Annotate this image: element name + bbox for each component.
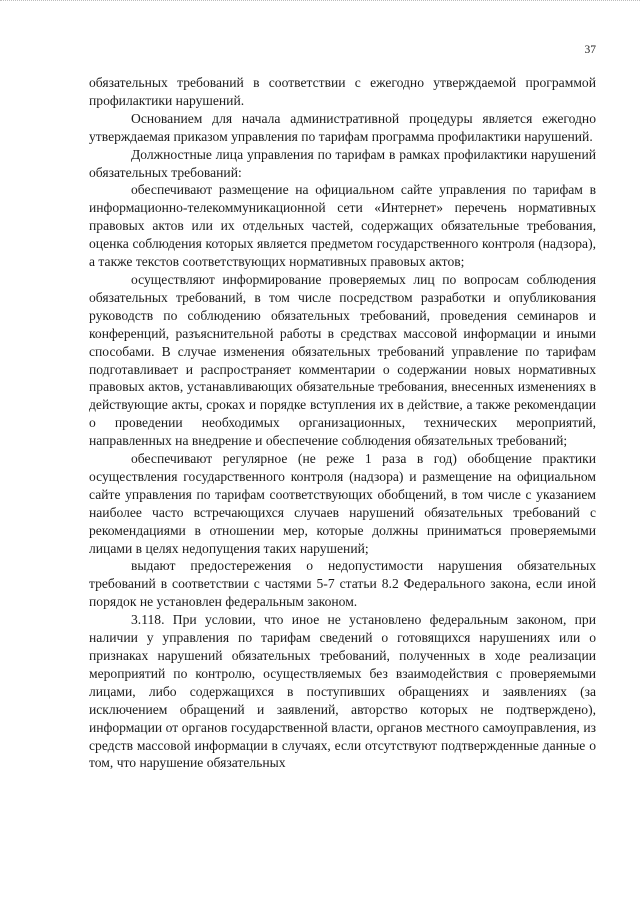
paragraph-officials-intro: Должностные лица управления по тарифам в рамках профилактики нарушений обязательных требований: bbox=[89, 146, 596, 180]
paragraph-warnings: выдают предостережения о недопустимости нарушения обязательных требований в соответствии с частями 5-7 статьи 8.2 Федерального закона, если иной порядок не установлен федеральным законом. bbox=[89, 558, 596, 610]
page-number: 37 bbox=[584, 44, 596, 56]
paragraph-continuation: обязательных требований в соответствии с ежегодно утверждаемой программой профилактики нарушений. bbox=[89, 75, 596, 108]
document-body bbox=[89, 74, 596, 772]
paragraph-practice-summary: обеспечивают регулярное (не реже 1 раза в год) обобщение практики осуществления государственного контроля (надзора) и размещение на официальном сайте управления по тарифам соответствующих обобщений, в том числе с указанием наиболее часто встречающихся случаев нарушений обязательных требований с рекомендациями в отношении мер, которые должны приниматься проверяемыми лицами в целях недопущения таких нарушений; bbox=[89, 451, 596, 556]
paragraph-publish-acts: обеспечивают размещение на официальном сайте управления по тарифам в информационно-телекоммуникационной сети «Интернет» перечень нормативных правовых актов или их отдельных частей, содержащих обязательные требования, оценка соблюдения которых является предметом государственного контроля (надзора), а также текстов соответствующих нормативных правовых актов; bbox=[89, 182, 596, 270]
paragraph-3-118: 3.118. При условии, что иное не установлено федеральным законом, при наличии у управления по тарифам сведений о готовящихся нарушениях или о признаках нарушений обязательных требований, полученных в ходе реализации мероприятий по контролю, осуществляемых без взаимодействия с проверяемыми лицами, либо содержащихся в поступивших обращениях и заявлениях (за исключением обращений и заявлений, авторство которых не подтверждено), информации от органов государственной власти, органов местного самоуправления, из средств массовой информации в случаях, если отсутствуют подтвержденные данные о том, что нарушение обязательных bbox=[89, 612, 596, 771]
paragraph-procedure-basis: Основанием для начала административной процедуры является ежегодно утверждаемая приказом управления по тарифам программа профилактики нарушений. bbox=[89, 110, 596, 144]
scan-top-edge bbox=[0, 0, 640, 6]
paragraph-informing: осуществляют информирование проверяемых лиц по вопросам соблюдения обязательных требований, в том числе посредством разработки и опубликования руководств по соблюдению обязательных требований, проведения семинаров и конференций, разъяснительной работы в средствах массовой информации и иными способами. В случае изменения обязательных требований управление по тарифам подготавливает и распространяет комментарии о содержании новых нормативных правовых актов, устанавливающих обязательные требования, внесенных изменениях в действующие акты, сроках и порядке вступления их в действие, а также рекомендации о проведении необходимых организационных, технических мероприятий, направленных на внедрение и обеспечение соблюдения обязательных требований; bbox=[89, 271, 596, 449]
